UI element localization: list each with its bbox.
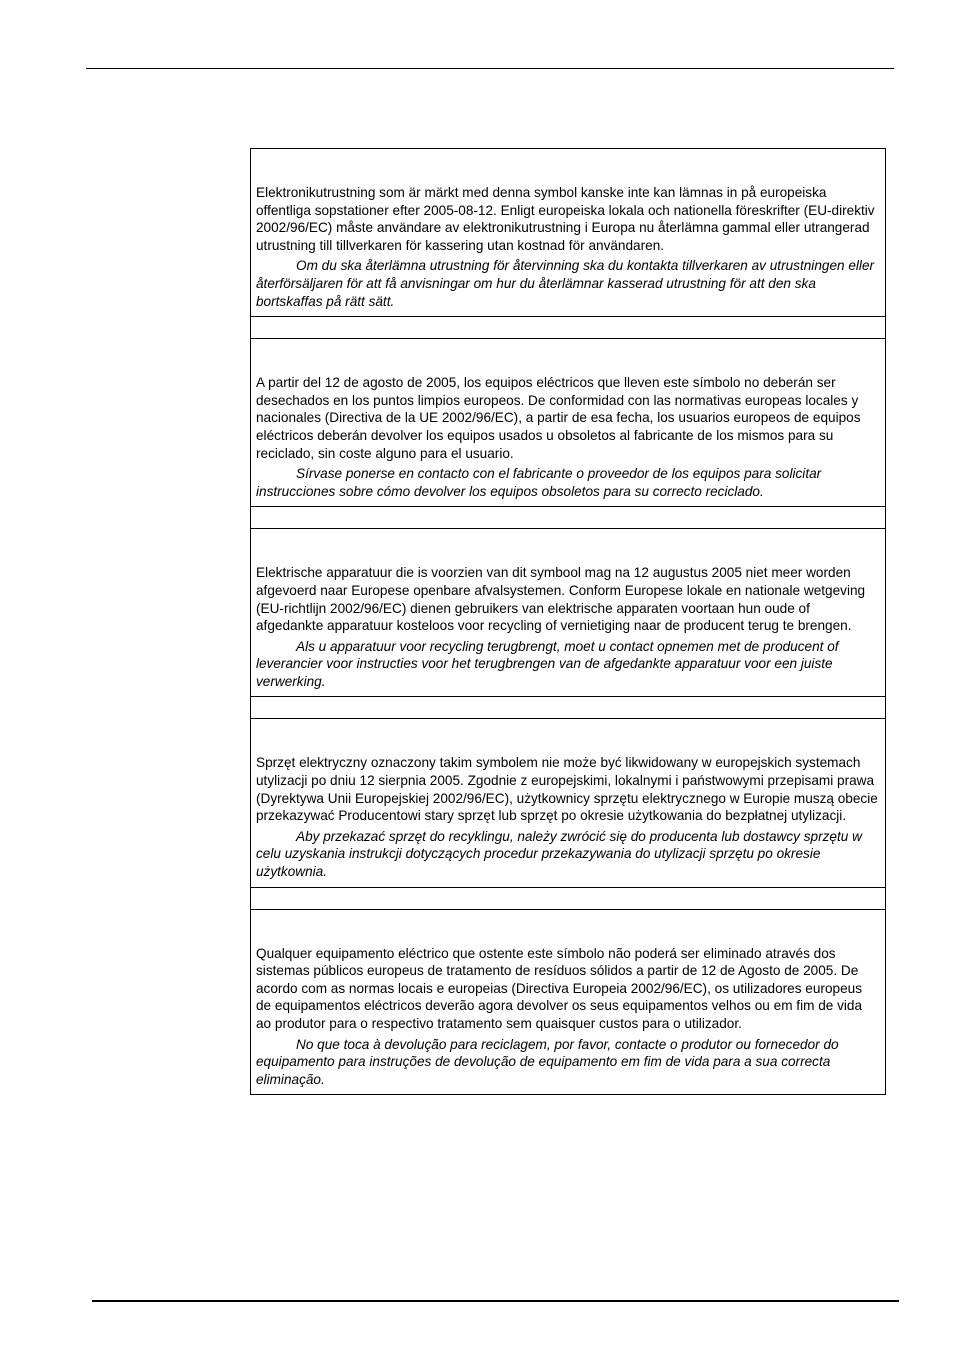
header-rule [86,68,894,69]
section-spanish [251,339,885,507]
section-note: Aby przekazać sprzęt do recyklingu, należy zwrócić się do producenta lub dostawcy sprzętu w celu uzyskania instrukcji dotyczących procedur przekazywania do utylizacji sprzętu po okresie użytkownia. [256,828,862,880]
section-paragraph: A partir del 12 de agosto de 2005, los equipos eléctricos que lleven este símbolo no deberán ser desechados en los puntos limpios europeos. De conformidad con las normativas europeas locales y nacionales (Directiva de la UE 2002/96/EC), a partir de esa fecha, los usuarios europeos de equipos eléctricos deberán devolver los equipos usados u obsoletos al fabricante de los mismos para su reciclado, sin coste alguno para el usuario. [256,375,861,461]
section-polish [251,719,885,887]
section-dutch [251,529,885,697]
section-paragraph: Sprzęt elektryczny oznaczony takim symbolem nie może być likwidowany w europejskich systemach utylizacji po dniu 12 sierpnia 2005. Zgodnie z europejskimi, lokalnymi i państwowymi przepisami prawa (Dyrektywa Unii Europejskiej 2002/96/EC), użytkownicy sprzętu elektrycznego w Europie muszą obecie przekazywać Producentowi stary sprzęt lub sprzęt po okresie użytkowania do bezpłatnej utylizacji. [256,755,878,824]
section-paragraph: Qualquer equipamento eléctrico que ostente este símbolo não poderá ser eliminado através dos sistemas públicos europeus de tratamento de resíduos sólidos a partir de 12 de Agosto de 2005. De acordo com as normas locais e europeias (Directiva Europeia 2002/96/EC), os utilizadores europeus de equipamentos eléctricos deverão agora devolver os seus equipamentos velhos ou em fim de vida ao produtor para o respectivo tratamento sem quaisquer custos para o utilizador. [256,945,863,1031]
section-note: No que toca à devolução para reciclagem, por favor, contacte o produtor ou fornecedor do equipamento para instruções de devolução de equipamento em fim de vida para a sua correcta eliminação. [256,1036,839,1087]
table-separator-row [251,317,885,339]
section-note: Sírvase ponerse en contacto con el fabricante o proveedor de los equipos para solicitar instrucciones sobre cómo devolver los equipos obsoletos para su correcto reciclado. [256,466,822,499]
table-separator-row [251,507,885,529]
section-note: Als u apparatuur voor recycling terugbrengt, moet u contact opnemen met de producent of leverancier voor instructies voor het terugbrengen van de afgedankte apparatuur voor een juiste verwerking. [256,638,839,689]
section-portuguese [251,910,885,1095]
section-paragraph: Elektrische apparatuur die is voorzien van dit symbool mag na 12 augustus 2005 niet meer worden afgevoerd naar Europese openbare afvalsystemen. Conform Europese lokale en nationale wetgeving (EU-richtlijn 2002/96/EC) dienen gebruikers van elektrische apparaten voortaan hun oude of afgedankte apparatuur kosteloos voor recycling of vernietiging naar de producent terug te brengen. [256,565,866,634]
section-note: Om du ska återlämna utrustning för återvinning ska du kontakta tillverkaren av utrustningen eller återförsäljaren för att få anvisningar om hur du återlämnar kasserad utrustning för att den ska bortskaffas på rätt sätt. [256,258,875,309]
table-separator-row [251,697,885,719]
table-separator-row [251,888,885,910]
footer-rule [92,1300,899,1302]
weee-notice-table [250,148,886,1095]
section-swedish [251,149,885,317]
section-paragraph: Elektronikutrustning som är märkt med denna symbol kanske inte kan lämnas in på europeiska offentliga sopstationer efter 2005-08-12. Enligt europeiska lokala och nationella föreskrifter (EU-direktiv 2002/96/EC) måste användare av elektronikutrustning i Europa nu återlämna gammal eller utrangerad utrustning till tillverkaren för kassering utan kostnad för användaren. [256,185,875,253]
